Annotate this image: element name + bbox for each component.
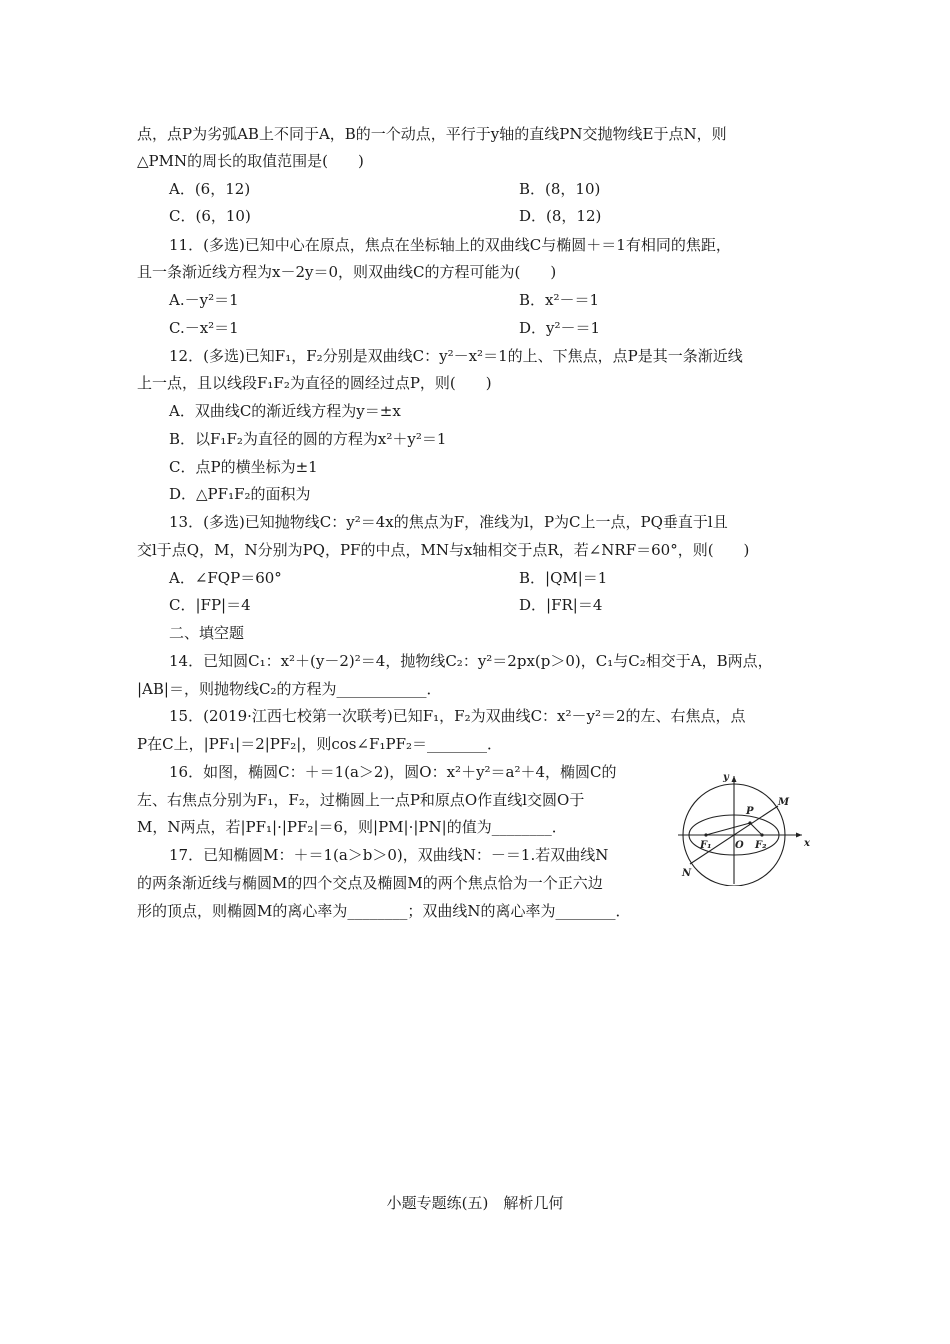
problem-10-text-line-1: 点，点P为劣弧AB上不同于A，B的一个动点，平行于y轴的直线PN交抛物线E于点N，则 (137, 125, 727, 143)
problem-15-text-line-2: P在C上，|PF₁|＝2|PF₂|，则cos∠F₁PF₂＝________． (137, 735, 502, 753)
problem-12-option-a: A．双曲线C的渐近线方程为y＝±x (169, 402, 401, 420)
problem-15-text-line-1: 15．(2019·江西七校第一次联考)已知F₁，F₂为双曲线C：x²－y²＝2的左、右焦点，点 (169, 707, 746, 725)
problem-13-option-a: A．∠FQP＝60° (169, 569, 282, 587)
x-axis-arrow-icon (796, 833, 802, 838)
problem-13-option-c: C．|FP|＝4 (169, 596, 251, 614)
problem-16-text-line-1: 16．如图，椭圆C：＋＝1(a＞2)，圆O：x²＋y²＝a²＋4，椭圆C的 (169, 763, 617, 781)
label-p: P (746, 806, 754, 817)
problem-17-text-line-3: 形的顶点，则椭圆M的离心率为________；双曲线N的离心率为________． (137, 902, 631, 920)
problem-13-text-line-2: 交l于点Q，M，N分别为PQ，PF的中点，MN与x轴相交于点R，若∠NRF＝60°，则( ) (137, 541, 750, 559)
label-f2: F₂ (755, 840, 767, 851)
problem-16-text-line-3: M，N两点，若|PF₁|·|PF₂|＝6，则|PM|·|PN|的值为________． (137, 818, 567, 836)
problem-11-text-line-1: 11．(多选)已知中心在原点，焦点在坐标轴上的双曲线C与椭圆＋＝1有相同的焦距， (169, 236, 731, 254)
problem-11-option-d: D．y²－＝1 (519, 319, 601, 337)
problem-17-text-line-1: 17．已知椭圆M：＋＝1(a＞b＞0)，双曲线N：－＝1.若双曲线N (169, 846, 609, 864)
section-heading: 二、填空题 (169, 624, 245, 642)
problem-12-text-line-2: 上一点，且以线段F₁F₂为直径的圆经过点P，则( ) (137, 374, 492, 392)
problem-10-option-b: B．(8，10) (519, 180, 601, 198)
problem-10-option-a: A．(6，12) (169, 180, 251, 198)
problem-16-text-line-2: 左、右焦点分别为F₁，F₂，过椭圆上一点P和原点O作直线l交圆O于 (137, 791, 585, 809)
segment-pf2 (750, 823, 762, 835)
problem-12-option-c: C．点P的横坐标为±1 (169, 458, 318, 476)
problem-11-text-line-2: 且一条渐近线方程为x－2y＝0，则双曲线C的方程可能为( ) (137, 263, 557, 281)
problem-12-option-b: B．以F₁F₂为直径的圆的方程为x²＋y²＝1 (169, 430, 447, 448)
label-x: x (804, 838, 810, 849)
label-f1: F₁ (700, 840, 712, 851)
problem-13-text-line-1: 13．(多选)已知抛物线C：y²＝4x的焦点为F，准线为l，P为C上一点，PQ垂直于l且 (169, 513, 728, 531)
ellipse-circle-figure (674, 768, 814, 886)
problem-13-option-d: D．|FR|＝4 (519, 596, 603, 614)
problem-10-text-line-2: △PMN的周长的取值范围是( ) (137, 152, 364, 170)
problem-13-option-b: B．|QM|＝1 (519, 569, 608, 587)
problem-11-option-c: C.－x²＝1 (169, 319, 239, 337)
problem-17-text-line-2: 的两条渐近线与椭圆M的四个交点及椭圆M的两个焦点恰为一个正六边 (137, 874, 603, 892)
label-y: y (723, 772, 729, 783)
page-footer-title: 小题专题练(五) 解析几何 (386, 1194, 564, 1212)
label-n: N (682, 868, 692, 879)
problem-14-text-line-1: 14．已知圆C₁：x²＋(y－2)²＝4，抛物线C₂：y²＝2px(p＞0)，C₁与C₂相交于A，B两点， (169, 652, 773, 670)
point-f2 (760, 833, 763, 836)
label-o: O (735, 840, 744, 851)
point-f1 (704, 833, 707, 836)
problem-10-option-c: C．(6，10) (169, 207, 251, 225)
problem-11-option-a: A.－y²＝1 (169, 291, 239, 309)
y-axis-arrow-icon (732, 776, 737, 782)
problem-12-text-line-1: 12．(多选)已知F₁，F₂分别是双曲线C：y²－x²＝1的上、下焦点，点P是其一条渐近线 (169, 347, 743, 365)
point-p (748, 821, 751, 824)
label-m: M (778, 797, 790, 808)
problem-10-option-d: D．(8，12) (519, 207, 602, 225)
problem-12-option-d: D．△PF₁F₂的面积为 (169, 485, 311, 503)
problem-11-option-b: B．x²－＝1 (519, 291, 600, 309)
problem-14-text-line-2: |AB|＝，则抛物线C₂的方程为____________． (137, 680, 442, 698)
